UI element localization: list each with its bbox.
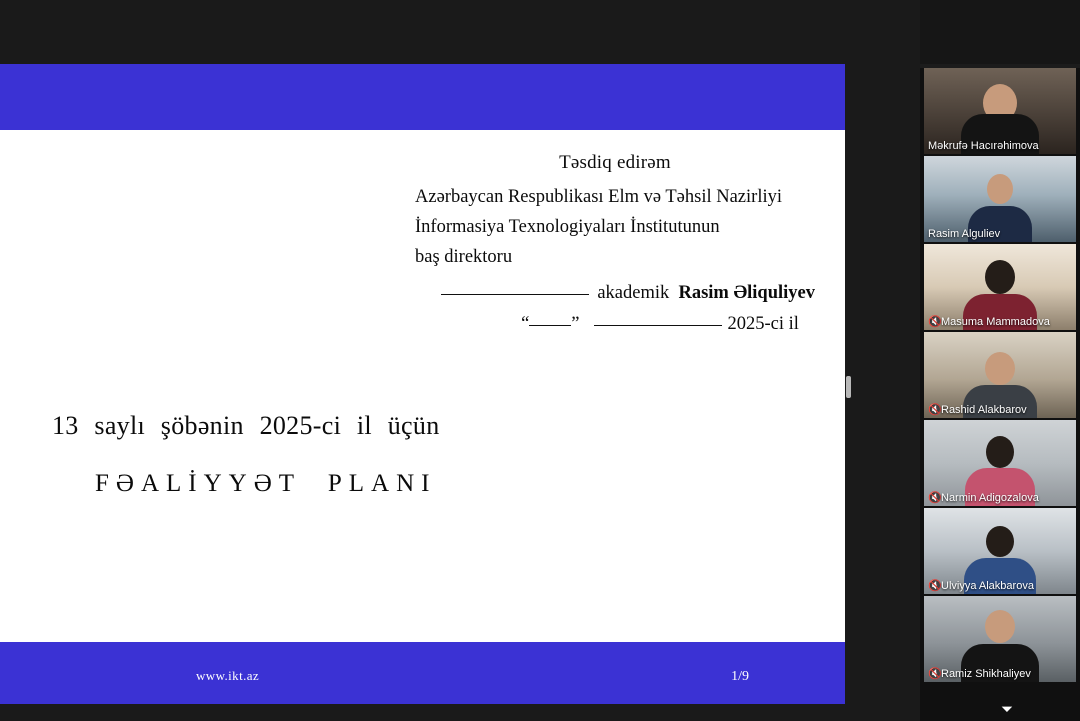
participant-name: Rashid Alakbarov bbox=[941, 404, 1027, 416]
slide-plan-title: FƏALİYYƏT PLANI bbox=[95, 470, 437, 497]
chevron-down-icon[interactable]: ⏷ bbox=[1000, 701, 1013, 718]
slide-top-band bbox=[0, 64, 845, 130]
participant-tile[interactable] bbox=[924, 332, 1076, 418]
participant-name: Ulviyya Alakbarova bbox=[941, 580, 1034, 592]
panel-resize-handle[interactable] bbox=[846, 376, 851, 398]
date-quote-open: “ bbox=[521, 313, 530, 334]
signature-row bbox=[415, 283, 815, 304]
date-day-rule bbox=[529, 325, 571, 326]
participant-tile[interactable] bbox=[924, 244, 1076, 330]
approval-line-3: baş direktoru bbox=[415, 246, 513, 267]
date-year: 2025-ci il bbox=[727, 313, 799, 334]
participant-name: Ramiz Shikhaliyev bbox=[941, 668, 1031, 680]
approval-line-2: İnformasiya Texnologiyaları İnstitutunun bbox=[415, 216, 720, 237]
participant-tile[interactable] bbox=[924, 68, 1076, 154]
date-row bbox=[415, 314, 815, 335]
signature-rule bbox=[441, 294, 589, 295]
participant-tile[interactable] bbox=[924, 156, 1076, 242]
participant-name: Narmin Adigozalova bbox=[941, 492, 1039, 504]
mic-muted-icon: 🔇 bbox=[928, 316, 942, 328]
date-month-rule bbox=[594, 325, 722, 326]
presentation-slide[interactable] bbox=[0, 64, 845, 704]
slide-heading: 13 saylı şöbənin 2025-ci il üçün bbox=[52, 411, 440, 440]
date-quote-close: ” bbox=[571, 313, 580, 334]
participant-tile[interactable] bbox=[924, 508, 1076, 594]
mic-muted-icon: 🔇 bbox=[928, 668, 942, 680]
mic-muted-icon: 🔇 bbox=[928, 404, 942, 416]
participant-name: Masuma Mammadova bbox=[941, 316, 1050, 328]
slide-page-indicator: 1/9 bbox=[731, 669, 749, 684]
mic-muted-icon: 🔇 bbox=[928, 580, 942, 592]
approval-block bbox=[415, 152, 815, 335]
slide-footer-url: www.ikt.az bbox=[196, 668, 260, 683]
signature-name: Rasim Əliquliyev bbox=[678, 282, 815, 303]
participant-tile[interactable] bbox=[924, 420, 1076, 506]
signature-label: akademik bbox=[597, 282, 670, 303]
participant-tile[interactable] bbox=[924, 596, 1076, 682]
participant-name: Rasim Alguliev bbox=[928, 228, 1001, 240]
slide-bottom-band bbox=[0, 642, 845, 704]
mic-muted-icon: 🔇 bbox=[928, 492, 942, 504]
approval-line-1: Azərbaycan Respublikası Elm və Təhsil Nazirliyi bbox=[415, 187, 782, 207]
participant-name: Məkrufə Hacırəhimova bbox=[928, 140, 1039, 152]
approval-title: Təsdiq edirəm bbox=[559, 152, 671, 173]
participant-filmstrip[interactable] bbox=[920, 68, 1080, 721]
